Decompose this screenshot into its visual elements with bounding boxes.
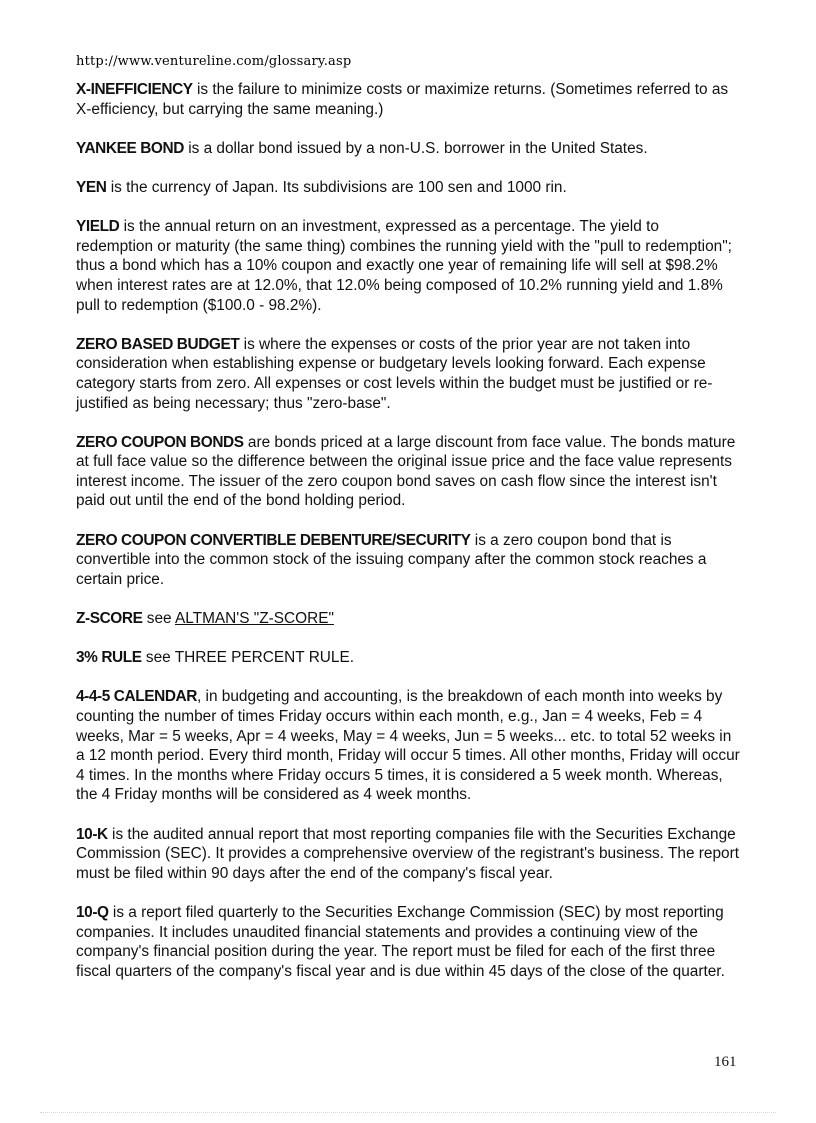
glossary-definition: is a zero coupon bond that is convertible into the common stock of the issuing company after the common stock reaches a certain price. [76,531,707,588]
see-text: see [142,610,175,628]
glossary-definition: is the annual return on an investment, expressed as a percentage. The yield to redemption or maturity (the same thing) combines the running yield with the "pull to redemption"; thus a bond which has a 10% coupon and exactly one year of remaining life will sell at $98.2% when interest rates are at 12.0%, that 12.0% being composed of 10.2% running yield and 1.8% pull to redemption ($100.0 - 98.2%). [76,218,732,314]
page-bottom-divider [40,1112,776,1113]
glossary-body [76,80,740,1001]
glossary-definition: is where the expenses or costs of the prior year are not taken into consideration when establishing expense or budgetary levels looking forward. Each expense category starts from zero. All expenses or cost levels within the budget must be justified or re-justified as being necessary; thus "zero-base". [76,335,713,412]
glossary-term: YEN [76,178,107,196]
cross-reference-link[interactable]: ALTMAN'S "Z-SCORE" [175,610,334,628]
glossary-entry-10-q [76,903,740,981]
glossary-entry-zero-coupon-convertible [76,531,740,590]
glossary-entry-z-score [76,609,740,629]
glossary-term: 4-4-5 CALENDAR [76,688,197,706]
glossary-term: ZERO COUPON BONDS [76,433,244,451]
glossary-definition: is the audited annual report that most reporting companies file with the Securities Exchange Commission (SEC). It provides a comprehensive overview of the registrant's business. The report must be filed within 90 days after the end of the company's fiscal year. [76,825,740,882]
glossary-entry-x-inefficiency [76,80,740,119]
glossary-definition: is the failure to minimize costs or maximize returns. (Sometimes referred to as X-efficiency, but carrying the same meaning.) [76,81,729,118]
glossary-definition: is the currency of Japan. Its subdivisions are 100 sen and 1000 rin. [106,178,567,196]
glossary-term: X-INEFFICIENCY [76,81,193,98]
glossary-definition: is a dollar bond issued by a non-U.S. borrower in the United States. [183,139,648,157]
glossary-definition: are bonds priced at a large discount from face value. The bonds mature at full face value so the difference between the original issue price and the face value represents interest income. The issuer of the zero coupon bond saves on cash flow since the interest isn't paid out until the end of the bond holding period. [76,433,736,510]
glossary-term: YIELD [76,218,120,236]
glossary-entry-zero-based-budget [76,335,740,413]
glossary-term: ZERO COUPON CONVERTIBLE DEBENTURE/SECURITY [76,531,471,549]
glossary-entry-10-k [76,825,740,884]
glossary-term: ZERO BASED BUDGET [76,335,240,353]
glossary-term: 3% RULE [76,649,142,667]
glossary-entry-yankee-bond [76,139,740,159]
glossary-term: 10-K [76,825,108,843]
glossary-definition: , in budgeting and accounting, is the breakdown of each month into weeks by counting the number of times Friday occurs within each month, e.g., Jan = 4 weeks, Feb = 4 weeks, Mar = 5 weeks, Apr = 4 weeks, May = 4 weeks, Jun = 5 weeks... etc. to total 52 weeks in a 12 month period. Every third month, Friday will occur 5 times. All other months, Friday will occur 4 times. In the months where Friday occurs 5 times, it is considered a 5 week month. Whereas, the 4 Friday months will be considered as 4 week months. [76,688,740,804]
glossary-entry-yield [76,217,740,315]
glossary-entry-yen [76,178,740,198]
glossary-term: Z-SCORE [76,610,143,628]
glossary-entry-3-percent-rule [76,648,740,668]
glossary-entry-zero-coupon-bonds [76,433,740,511]
source-url: http://www.ventureline.com/glossary.asp [76,54,352,69]
cross-reference-text: THREE PERCENT RULE. [174,649,355,667]
page-number: 161 [714,1054,737,1070]
glossary-term: YANKEE BOND [76,139,184,157]
glossary-entry-4-4-5-calendar [76,687,740,805]
glossary-definition: is a report filed quarterly to the Securities Exchange Commission (SEC) by most reporting companies. It includes unaudited financial statements and provides a continuing view of the company's financial position during the year. The report must be filed for each of the first three fiscal quarters of the company's fiscal year and is due within 45 days of the close of the quarter. [76,903,725,980]
glossary-term: 10-Q [76,903,109,921]
see-text: see [141,649,175,667]
